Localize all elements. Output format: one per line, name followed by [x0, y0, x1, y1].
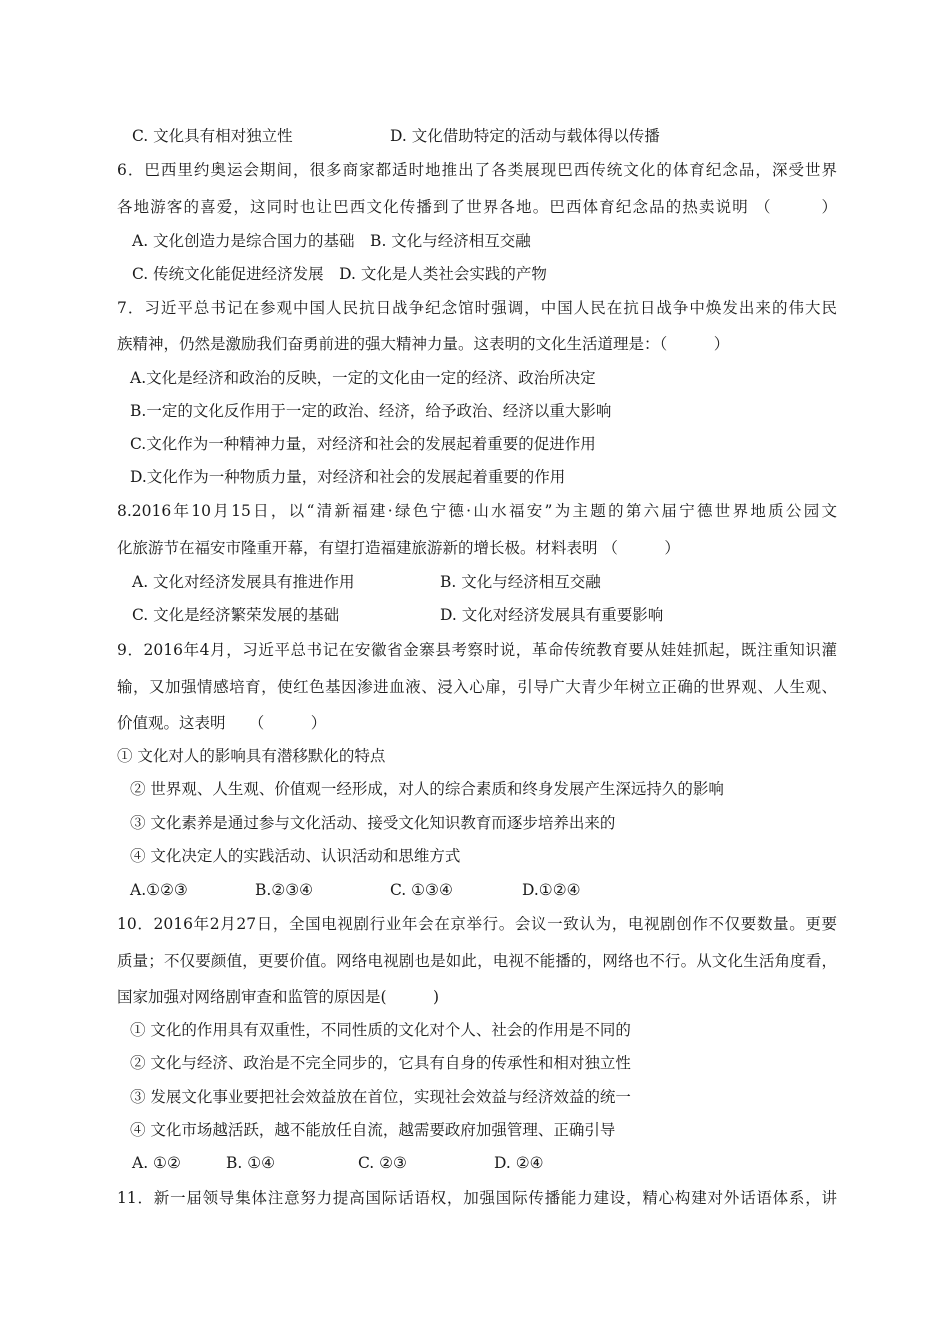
option-d: D. 文化借助特定的活动与载体得以传播 [390, 127, 660, 145]
option-a: A. 文化对经济发展具有推进作用 [132, 573, 355, 591]
question-stem-line: 质量；不仅要颜值，更要价值。网络电视剧也是如此，电视不能播的，网络也不行。从文化生活角度看， [117, 952, 837, 970]
option-c-d: C. 传统文化能促进经济发展 D. 文化是人类社会实践的产物 [132, 265, 547, 283]
question-stem-line: 价值观。这表明 （ ） [117, 714, 327, 732]
question-stem-line: 各地游客的喜爱，这同时也让巴西文化传播到了世界各地。巴西体育纪念品的热卖说明 （ ） [117, 198, 837, 216]
statement-2: ② 世界观、人生观、价值观一经形成，对人的综合素质和终身发展产生深远持久的影响 [130, 780, 724, 798]
question-stem-line: 11．新一届领导集体注意努力提高国际话语权，加强国际传播能力建设，精心构建对外话语体系，讲 [117, 1189, 837, 1207]
question-stem-line: 10．2016年2月27日，全国电视剧行业年会在京举行。会议一致认为，电视剧创作不仅要数量。更要 [117, 915, 837, 933]
option-d: D.文化作为一种物质力量，对经济和社会的发展起着重要的作用 [130, 468, 566, 486]
option-c: C. 文化具有相对独立性 [132, 127, 293, 145]
statement-2: ② 文化与经济、政治是不完全同步的，它具有自身的传承性和相对独立性 [130, 1054, 631, 1072]
option-a: A.文化是经济和政治的反映，一定的文化由一定的经济、政治所决定 [130, 369, 596, 387]
question-stem-line: 输，又加强情感培育，使红色基因渗进血液、浸入心扉，引导广大青少年树立正确的世界观、人生观、 [117, 678, 837, 696]
option-b: B.②③④ [255, 881, 314, 899]
question-stem-line: 化旅游节在福安市隆重开幕，有望打造福建旅游新的增长极。材料表明 （ ） [117, 539, 680, 557]
option-a: A. ①② [132, 1154, 181, 1172]
option-c: C. ②③ [358, 1154, 407, 1172]
option-d: D. ②④ [494, 1154, 544, 1172]
option-d: D. 文化对经济发展具有重要影响 [440, 606, 664, 624]
option-c: C. ①③④ [390, 881, 453, 899]
statement-4: ④ 文化市场越活跃，越不能放任自流，越需要政府加强管理、正确引导 [130, 1121, 616, 1139]
statement-4: ④ 文化决定人的实践活动、认识活动和思维方式 [130, 847, 461, 865]
statement-1: ① 文化对人的影响具有潜移默化的特点 [117, 747, 386, 765]
question-stem-line: 族精神，仍然是激励我们奋勇前进的强大精神力量。这表明的文化生活道理是：（ ） [117, 335, 730, 353]
option-b: B. ①④ [226, 1154, 276, 1172]
option-b: B.一定的文化反作用于一定的政治、经济，给予政治、经济以重大影响 [130, 402, 612, 420]
question-stem-line: 8.2016年10月15日，以“清新福建·绿色宁德·山水福安”为主题的第六届宁德世界地质公园文 [117, 502, 837, 520]
option-c: C. 文化是经济繁荣发展的基础 [132, 606, 340, 624]
question-stem-line: 9．2016年4月，习近平总书记在安徽省金寨县考察时说，革命传统教育要从娃娃抓起，既注重知识灌 [117, 641, 837, 659]
option-a: A.①②③ [130, 881, 188, 899]
question-stem-line: 7．习近平总书记在参观中国人民抗日战争纪念馆时强调，中国人民在抗日战争中焕发出来的伟大民 [117, 299, 837, 317]
option-d: D.①②④ [522, 881, 581, 899]
statement-3: ③ 文化素养是通过参与文化活动、接受文化知识教育而逐步培养出来的 [130, 814, 616, 832]
option-c: C.文化作为一种精神力量，对经济和社会的发展起着重要的促进作用 [130, 435, 596, 453]
option-b: B. 文化与经济相互交融 [440, 573, 601, 591]
option-a-b: A. 文化创造力是综合国力的基础 B. 文化与经济相互交融 [132, 232, 531, 250]
statement-1: ① 文化的作用具有双重性，不同性质的文化对个人、社会的作用是不同的 [130, 1021, 631, 1039]
statement-3: ③ 发展文化事业要把社会效益放在首位，实现社会效益与经济效益的统一 [130, 1088, 631, 1106]
question-stem-line: 国家加强对网络剧审查和监管的原因是( ) [117, 988, 440, 1006]
question-stem-line: 6．巴西里约奥运会期间，很多商家都适时地推出了各类展现巴西传统文化的体育纪念品，深受世界 [117, 161, 837, 179]
